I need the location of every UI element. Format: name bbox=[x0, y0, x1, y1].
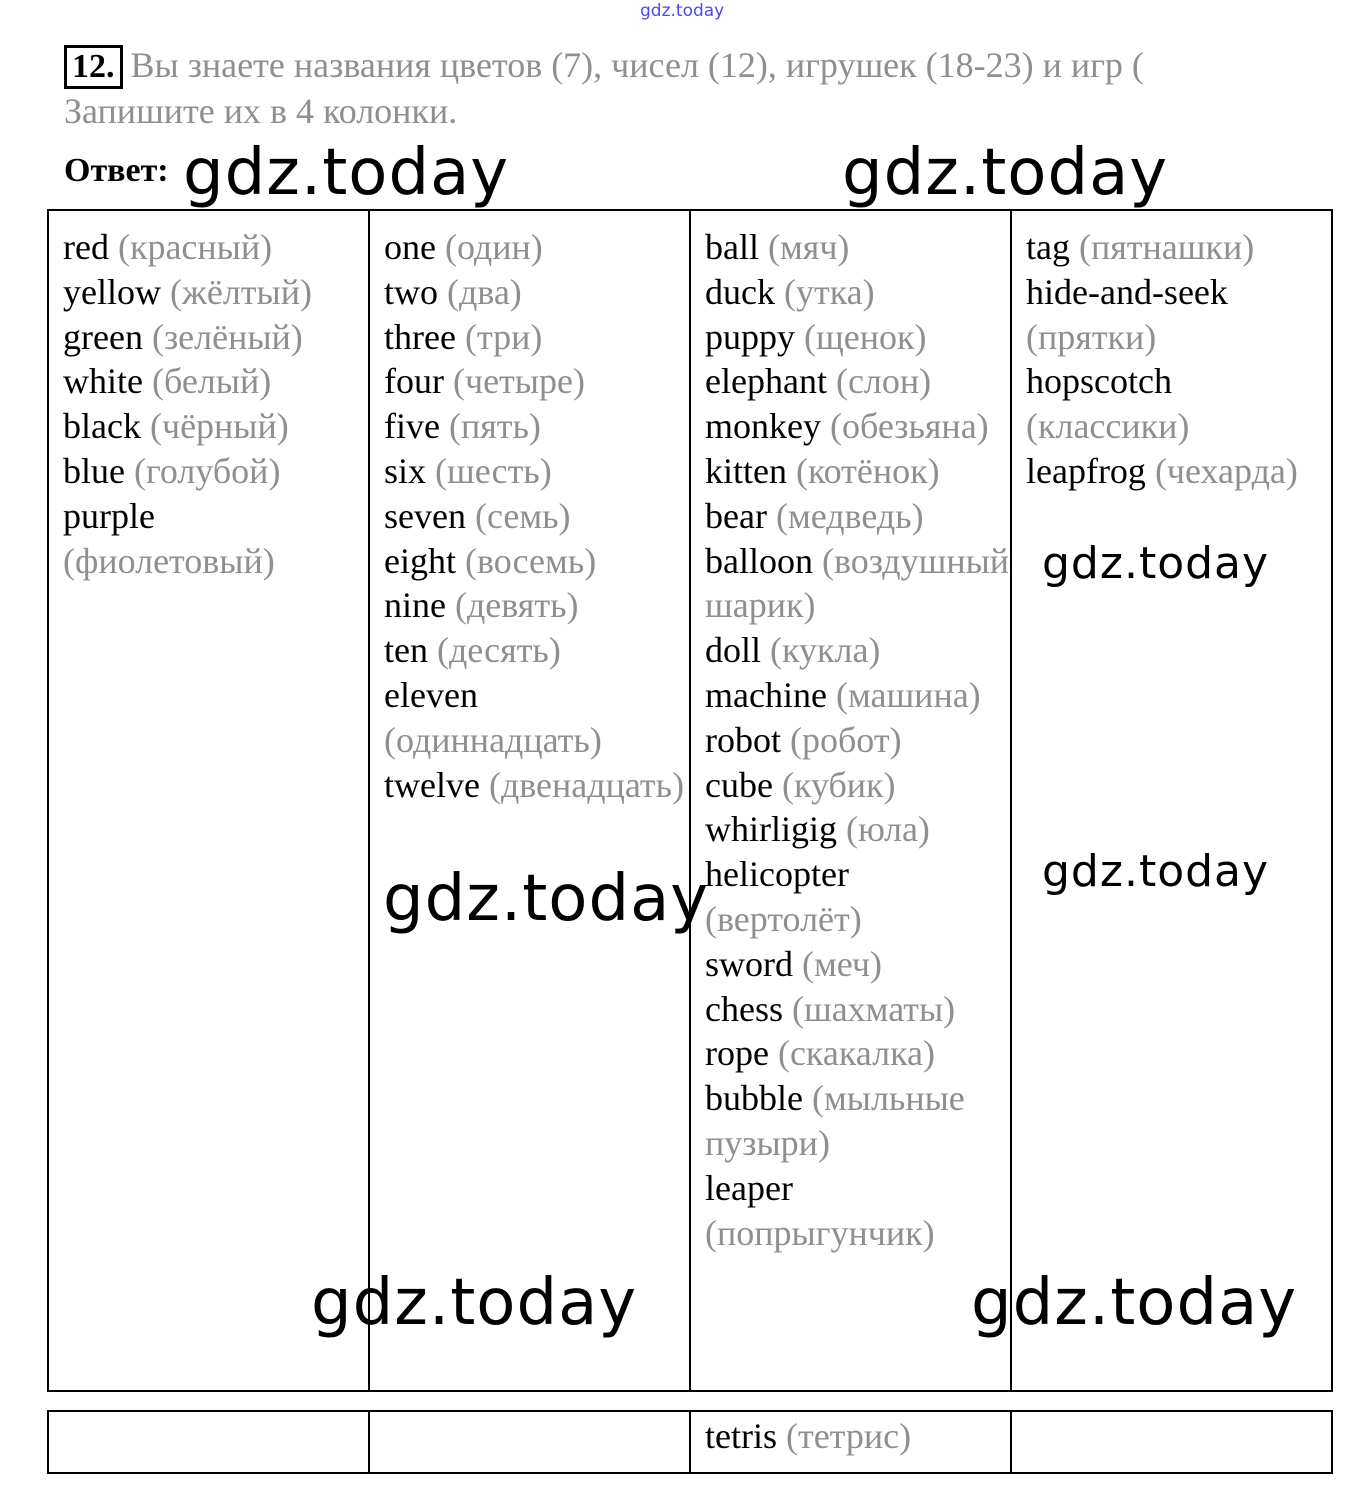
russian-translation: (десять) bbox=[436, 630, 561, 671]
english-word: doll bbox=[705, 630, 762, 671]
russian-translation: (три) bbox=[464, 316, 543, 357]
task-number: 12. bbox=[64, 45, 123, 89]
english-word: elephant bbox=[705, 361, 827, 402]
extra-item-en: tetris bbox=[705, 1416, 777, 1456]
russian-translation: (одиннадцать) bbox=[384, 719, 602, 760]
english-word: black bbox=[63, 406, 141, 447]
english-word: six bbox=[384, 450, 427, 491]
word-entry bbox=[63, 404, 368, 449]
watermark: gdz.today bbox=[383, 862, 710, 936]
word-entry bbox=[63, 270, 368, 315]
site-tag: gdz.today bbox=[640, 1, 725, 21]
word-entry bbox=[705, 852, 1010, 942]
english-word: eight bbox=[384, 540, 456, 581]
russian-translation: (голубой) bbox=[133, 450, 281, 491]
russian-translation: (меч) bbox=[802, 943, 882, 984]
russian-translation: (щенок) bbox=[804, 316, 927, 357]
russian-translation: (два) bbox=[447, 271, 522, 312]
word-entry bbox=[63, 449, 368, 494]
russian-translation: (чёрный) bbox=[149, 406, 289, 447]
russian-translation: (пятнашки) bbox=[1078, 227, 1255, 267]
word-entry bbox=[63, 494, 368, 584]
russian-translation: (прятки) bbox=[1026, 316, 1157, 357]
russian-translation: (шахматы) bbox=[791, 988, 956, 1029]
english-word: duck bbox=[705, 271, 775, 312]
extra-row bbox=[48, 1411, 1332, 1473]
russian-translation: (девять) bbox=[454, 585, 579, 626]
vocab-table bbox=[47, 209, 1333, 1392]
russian-translation: (жёлтый) bbox=[169, 271, 312, 312]
word-entry bbox=[705, 1166, 1010, 1256]
english-word: leaper bbox=[705, 1167, 793, 1208]
russian-translation: (белый) bbox=[151, 361, 272, 402]
word-entry bbox=[384, 628, 689, 673]
extra-cell-empty-1 bbox=[48, 1411, 369, 1473]
russian-translation: (фиолетовый) bbox=[63, 540, 275, 581]
english-word: hide-and-seek bbox=[1026, 271, 1228, 312]
word-entry bbox=[1026, 270, 1331, 360]
word-entry bbox=[384, 583, 689, 628]
english-word: robot bbox=[705, 719, 781, 760]
russian-translation: (кубик) bbox=[781, 764, 896, 805]
word-entry bbox=[705, 942, 1010, 987]
russian-translation: (один) bbox=[444, 227, 543, 267]
russian-translation: (котёнок) bbox=[795, 450, 940, 491]
english-word: twelve bbox=[384, 764, 480, 805]
english-word: five bbox=[384, 406, 440, 447]
english-word: yellow bbox=[63, 271, 161, 312]
russian-translation: (робот) bbox=[790, 719, 902, 760]
word-entry bbox=[384, 315, 689, 360]
english-word: purple bbox=[63, 495, 155, 536]
word-entry bbox=[63, 225, 368, 270]
english-word: kitten bbox=[705, 450, 787, 491]
russian-translation: (юла) bbox=[846, 809, 930, 850]
russian-translation: (мыльные пузыри) bbox=[705, 1078, 965, 1163]
english-word: ball bbox=[705, 227, 759, 267]
word-entry bbox=[63, 315, 368, 360]
english-word: ten bbox=[384, 630, 428, 671]
word-entry bbox=[705, 270, 1010, 315]
word-entry bbox=[384, 270, 689, 315]
russian-translation: (воздушный шарик) bbox=[705, 540, 1010, 626]
english-word: four bbox=[384, 361, 444, 402]
watermark: gdz.today bbox=[842, 136, 1169, 210]
russian-translation: (слон) bbox=[835, 361, 932, 402]
english-word: bubble bbox=[705, 1078, 803, 1119]
word-entry bbox=[384, 539, 689, 584]
russian-translation: (классики) bbox=[1026, 406, 1190, 447]
extra-cell-empty-2 bbox=[369, 1411, 690, 1473]
word-entry bbox=[705, 1031, 1010, 1076]
russian-translation: (семь) bbox=[474, 495, 571, 536]
english-word: blue bbox=[63, 450, 125, 491]
toys-column bbox=[690, 210, 1011, 1391]
task-line-1 bbox=[64, 44, 1144, 89]
english-word: eleven bbox=[384, 674, 478, 715]
english-word: cube bbox=[705, 764, 773, 805]
english-word: balloon bbox=[705, 540, 813, 581]
russian-translation: (обезьяна) bbox=[829, 406, 989, 447]
task-text-line2: Запишите их в 4 колонки. bbox=[64, 91, 458, 131]
english-word: tag bbox=[1026, 227, 1070, 267]
english-word: puppy bbox=[705, 316, 795, 357]
numbers-column bbox=[369, 210, 690, 1391]
watermark: gdz.today bbox=[183, 136, 510, 210]
word-entry bbox=[705, 1076, 1010, 1166]
task-line-2 bbox=[64, 90, 457, 132]
english-word: white bbox=[63, 361, 143, 402]
english-word: bear bbox=[705, 495, 767, 536]
watermark: gdz.today bbox=[311, 1266, 638, 1340]
russian-translation: (четыре) bbox=[452, 361, 585, 402]
extra-cell-empty-4 bbox=[1011, 1411, 1332, 1473]
russian-translation: (кукла) bbox=[770, 630, 881, 671]
vocab-row bbox=[48, 210, 1332, 1391]
russian-translation: (мяч) bbox=[767, 227, 850, 267]
russian-translation: (двенадцать) bbox=[488, 764, 685, 805]
english-word: whirligig bbox=[705, 809, 837, 850]
watermark: gdz.today bbox=[1042, 846, 1270, 897]
word-entry bbox=[384, 359, 689, 404]
word-entry bbox=[705, 718, 1010, 763]
word-entry bbox=[1026, 359, 1331, 449]
russian-translation: (вертолёт) bbox=[705, 898, 862, 939]
english-word: nine bbox=[384, 585, 446, 626]
word-entry bbox=[705, 315, 1010, 360]
extra-item-ru: (тетрис) bbox=[785, 1416, 912, 1456]
word-entry bbox=[705, 628, 1010, 673]
english-word: green bbox=[63, 316, 143, 357]
word-entry bbox=[384, 494, 689, 539]
word-entry bbox=[1026, 225, 1331, 270]
watermark: gdz.today bbox=[1042, 538, 1270, 589]
russian-translation: (чехарда) bbox=[1154, 450, 1298, 491]
russian-translation: (восемь) bbox=[464, 540, 597, 581]
word-entry bbox=[1026, 449, 1331, 494]
word-entry bbox=[384, 449, 689, 494]
english-word: helicopter bbox=[705, 854, 849, 895]
word-entry bbox=[705, 673, 1010, 718]
russian-translation: (шесть) bbox=[435, 450, 552, 491]
word-entry bbox=[705, 539, 1010, 629]
russian-translation: (пять) bbox=[448, 406, 541, 447]
word-entry bbox=[384, 673, 689, 763]
english-word: one bbox=[384, 227, 436, 267]
games-column bbox=[1011, 210, 1332, 1391]
extra-cell-toys bbox=[690, 1411, 1011, 1473]
russian-translation: (утка) bbox=[783, 271, 875, 312]
extra-table bbox=[47, 1410, 1333, 1474]
english-word: seven bbox=[384, 495, 466, 536]
word-entry bbox=[705, 494, 1010, 539]
english-word: leapfrog bbox=[1026, 450, 1146, 491]
russian-translation: (машина) bbox=[835, 674, 981, 715]
english-word: three bbox=[384, 316, 456, 357]
russian-translation: (попрыгунчик) bbox=[705, 1212, 935, 1253]
english-word: hopscotch bbox=[1026, 361, 1172, 402]
word-entry bbox=[705, 404, 1010, 449]
word-entry bbox=[705, 807, 1010, 852]
word-entry bbox=[705, 359, 1010, 404]
watermark: gdz.today bbox=[971, 1266, 1298, 1340]
word-entry bbox=[705, 449, 1010, 494]
english-word: machine bbox=[705, 674, 827, 715]
colors-column bbox=[48, 210, 369, 1391]
word-entry bbox=[384, 404, 689, 449]
task-text-line1: Вы знаете названия цветов (7), чисел (12), игрушек (18-23) и игр ( bbox=[130, 45, 1144, 85]
russian-translation: (скакалка) bbox=[777, 1033, 935, 1074]
english-word: rope bbox=[705, 1033, 769, 1074]
english-word: chess bbox=[705, 988, 783, 1029]
russian-translation: (медведь) bbox=[775, 495, 924, 536]
english-word: red bbox=[63, 227, 109, 267]
word-entry bbox=[63, 359, 368, 404]
word-entry bbox=[384, 763, 689, 808]
english-word: two bbox=[384, 271, 438, 312]
russian-translation: (зелёный) bbox=[151, 316, 303, 357]
russian-translation: (красный) bbox=[117, 227, 273, 267]
english-word: monkey bbox=[705, 406, 821, 447]
word-entry bbox=[705, 987, 1010, 1032]
word-entry bbox=[705, 763, 1010, 808]
english-word: sword bbox=[705, 943, 793, 984]
word-entry bbox=[384, 225, 689, 270]
answer-label: Ответ: bbox=[64, 152, 169, 189]
word-entry bbox=[705, 225, 1010, 270]
